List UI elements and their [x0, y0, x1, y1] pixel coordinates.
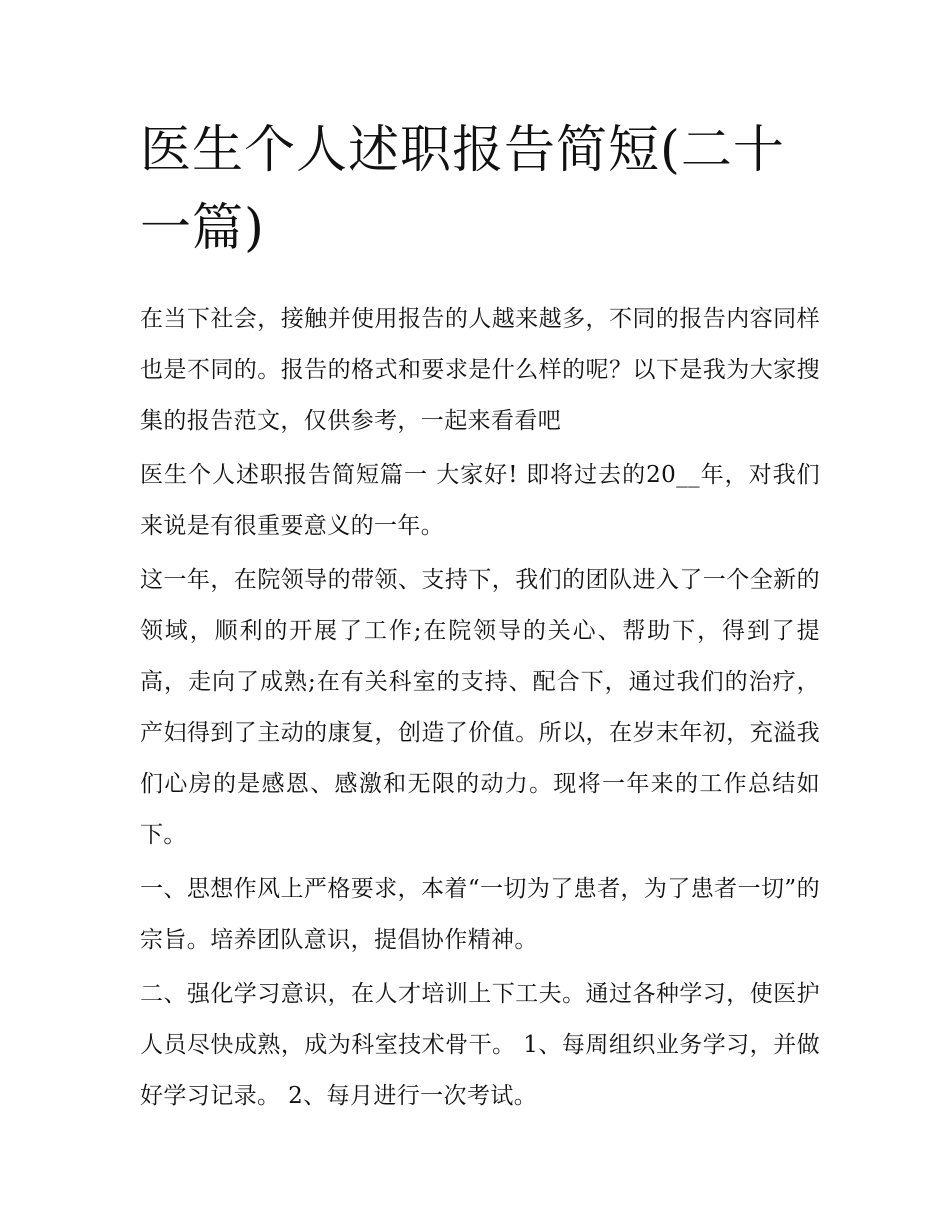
point-two-paragraph: 二、强化学习意识，在人才培训上下工夫。通过各种学习，使医护人员尽快成熟，成为科室技术骨干。 1、每周组织业务学习，并做好学习记录。 2、每月进行一次考试。 [140, 981, 820, 1109]
document-page [140, 112, 820, 1125]
document-title: 医生个人述职报告简短(二十一篇) [140, 121, 785, 258]
section-one-opening-paragraph: 医生个人述职报告简短篇一 大家好! 即将过去的20__年，对我们来说是有很重要意义的一年。 [140, 462, 820, 539]
point-one-paragraph: 一、思想作风上严格要求，本着“一切为了患者，为了患者一切”的宗旨。培养团队意识，提倡协作精神。 [140, 876, 820, 953]
intro-paragraph: 在当下社会，接触并使用报告的人越来越多，不同的报告内容同样也是不同的。报告的格式和要求是什么样的呢？以下是我为大家搜集的报告范文，仅供参考，一起来看看吧 [140, 306, 820, 434]
document-body [140, 294, 820, 1122]
year-review-paragraph: 这一年，在院领导的带领、支持下，我们的团队进入了一个全新的领域，顺利的开展了工作;在院领导的关心、帮助下，得到了提高，走向了成熟;在有关科室的支持、配合下，通过我们的治疗，产妇得到了主动的康复，创造了价值。所以，在岁末年初，充溢我们心房的是感恩、感激和无限的动力。现将一年来的工作总结如下。 [140, 567, 820, 848]
